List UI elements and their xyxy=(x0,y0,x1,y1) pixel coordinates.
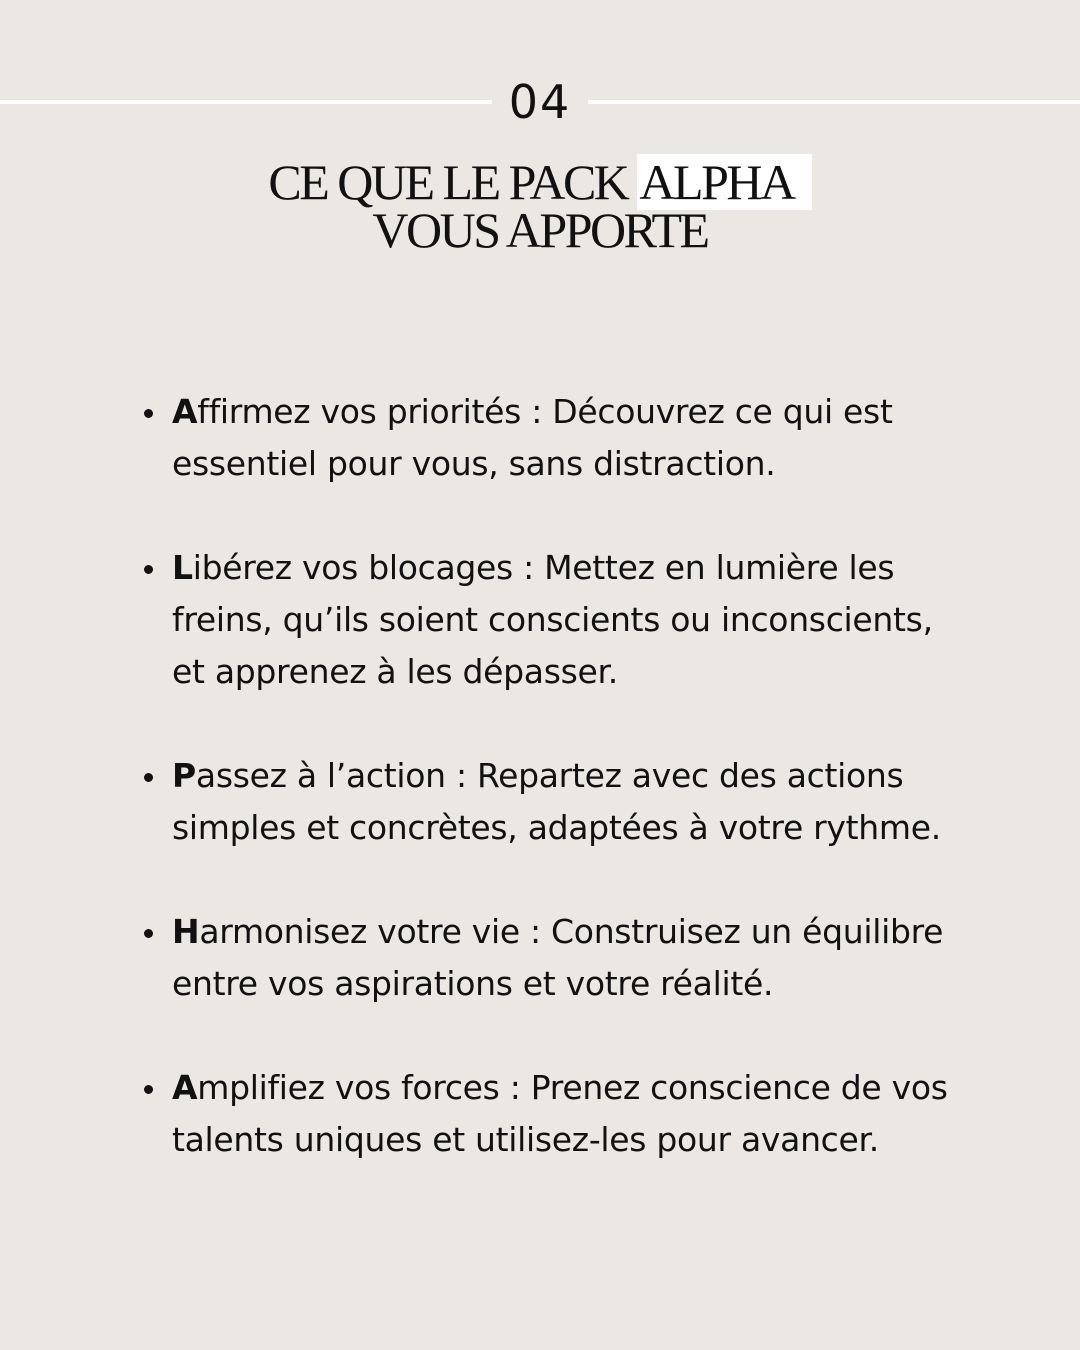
benefit-text: mplifiez vos forces : Prenez conscience de vos talents uniques et utilisez-les pour avancer. xyxy=(172,1068,948,1159)
benefit-initial: H xyxy=(172,912,200,951)
benefit-item-harmonisez xyxy=(172,906,972,1010)
title-line-2: VOUS APPORTE xyxy=(372,202,708,258)
slide-number: 04 xyxy=(508,75,572,129)
benefit-initial: P xyxy=(172,756,196,795)
benefits-list xyxy=(172,386,972,1218)
header-rule-right xyxy=(588,100,1080,104)
benefit-item-amplifiez xyxy=(172,1062,972,1166)
title-highlight: ALPHA xyxy=(637,154,811,210)
benefit-item-affirmez xyxy=(172,386,972,490)
benefit-item-passez xyxy=(172,750,972,854)
benefit-initial: A xyxy=(172,1068,198,1107)
benefit-initial: L xyxy=(172,548,193,587)
page-title xyxy=(0,154,1080,258)
benefit-text: assez à l’action : Repartez avec des actions simples et concrètes, adaptées à votre rythme. xyxy=(172,756,941,847)
title-line-1 xyxy=(0,154,1080,210)
benefit-initial: A xyxy=(172,392,198,431)
benefit-text: armonisez votre vie : Construisez un équilibre entre vos aspirations et votre réalité. xyxy=(172,912,944,1003)
benefit-text: ffirmez vos priorités : Découvrez ce qui est essentiel pour vous, sans distraction. xyxy=(172,392,893,483)
benefit-item-liberez xyxy=(172,542,972,698)
title-prefix: CE QUE LE PACK xyxy=(268,154,638,210)
benefit-text: ibérez vos blocages : Mettez en lumière les freins, qu’ils soient conscients ou inconscients, et apprenez à les dépasser. xyxy=(172,548,933,691)
header-rule-left xyxy=(0,100,492,104)
